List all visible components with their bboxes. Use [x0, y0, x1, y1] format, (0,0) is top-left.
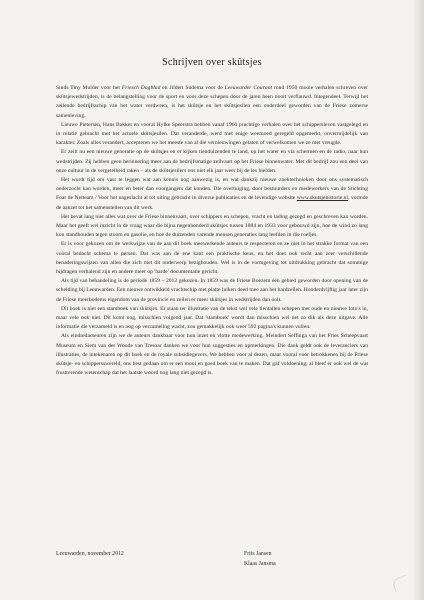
paragraph-9: Als eindredacteuren zijn we de auteurs dankbaar voor hun inzet en vlotte medewerking. Meindert Seffinga van het Fries Scheepvaart Museum en Siem van der Woude van Tresoar danken we voor hun suggesties en opmerkingen. Die dank geldt ook de leveranciers van illustraties, de intekenaren op dit boek en de royale subsidiegevers. We hebben voor al dezen, maar vooral voor betrokkenen bij de Friese skûtsje- en schippersswereld, ons best gedaan om er een mooi en goed boek van te maken. Dat gaf voldoening, al bleef er ook wel de wat frustrerende wetenschap dat het laatste woord nog lang niet gezegd is. — [56, 333, 368, 377]
website-link[interactable]: www.skutsjehistorie.nl — [296, 195, 348, 202]
paragraph-1-part-a: Sinds Tiny Mulder voor het — [56, 85, 122, 91]
page-title: Schrijven over skûtsjes — [162, 57, 262, 68]
paragraph-4-part-a: Het wordt tijd om vast te leggen wat aan kennis nog aanwezig is, en wat dankzij nieuwe zoektechnieken door ons systematisch onderzocht kan worden, meer en beter dan voorgangers dat konden. Die overtuiging, door bestuurders en medewerkers van de Stichting Foar de Neiteam / Voor het nageslacht al tot uiting gebracht in diverse publicaties en de levendige website — [56, 177, 368, 202]
paragraph-1-part-c: rond 1950 mooie verhalen schreven over skûtsjewedstrijden, is de belangstelling voor de sport en voor deze schepen door de jaren heen nooit verflauwd. Integendeel. Terwijl het zeilende bedrijfsschip van het water verdween, is het skûtsje en het skûtsjesilen een onderdeel geworden van de Friese zomerse samenleving. — [56, 85, 368, 119]
newspaper-name-leeuwarder-courant: Leeuwarder Courant — [224, 85, 273, 91]
paragraph-3: Er zeilt nu een nieuwe generatie op de skûtsjes en er kijken tienduizenden te land, op het water en via schermen en de radio, naar hun wedstrijden. Zij hebben geen herinnering meer aan de bedrijfsmatige zeilvaart op het Friese binnenwater. Met dit bedrijf zou een deel van onze cultuur in de vergetelheid raken – als de skûtsjesilers ons niet elk jaar weer bij de les hielden. — [56, 149, 368, 174]
paragraph-8: Dit boek is niet een stamboek van skûtsjes. Er staan ter illustratie van de tekst wel vele tientallen schepen met oude en nieuwe foto's in, maar vele ook niet. Dit komt nog, misschien volgend jaar. Dat 'stamboek' wordt dan misschien wel net zo dik als deze uitgave. Alle informatie die verzameld is en nog op verzameling wacht, zou gemakkelijk ook weer 592 pagina's kunnen vullen. — [56, 305, 368, 331]
paragraph-1 — [56, 84, 368, 121]
paragraph-6: Er is voor gekozen om de werkwijze van de aan dit boek meewerkende auteurs te respecteren en ze niet in het strakke format van een vooral bedacht schema te persen. Dat was aan de ene kant een praktische keus, en het doet ook recht aan zeer verschillende benaderingswijzen van allen die zich met dit onderwerp bezighouden. Wel is in de vormgeving tot uitdrukking gebracht dat sommige bijdragen verhalend zijn en andere meer op 'harde' documentatie gericht. — [56, 241, 368, 276]
author-2: Klaas Jansma — [244, 560, 276, 567]
paragraph-1-part-b: en Jildert Sudema voor de — [160, 85, 225, 91]
paragraph-4 — [56, 176, 368, 213]
authors-block — [244, 550, 276, 569]
paragraph-4-part-b: , vormde de aanzet tot het samenstellen van dit werk. — [56, 195, 368, 211]
page-fold-shadow — [412, 0, 424, 600]
author-1: Frits Jansen — [244, 551, 272, 557]
paragraph-7: Als tijd van behandeling is de periode 1859 – 2012 gekozen. In 1859 was de Friese Boezem één gebied geworden door opening van de scheiding bij Leeuwarden. Een nieuwe ontwikkeld vrachtschip met platte luiken deed mee aan het hardzeilen. Honderdvijftig jaar later zijn de Friese meerbodems eigendom van de provincie en zeilen er meer skûtsjes in wedstrijden dan ooit. — [56, 278, 368, 303]
page-curl-mark — [391, 575, 410, 592]
place-date: Leeuwarden, november 2012 — [56, 551, 124, 557]
newspaper-name-friesch-dagblad: Friesch Dagblad — [121, 85, 161, 91]
paragraph-2: Lieuwe Pietersen, Hans Bakker en vooral Hylke Speerstra hebben vanaf 1960 prachtige verhalen over het schippersleven vastgelegd en in relatie gebracht met het actuele skûtsjesilen. Dat veranderde, werd met enige weemoed geregeld opgemerkt, onvermijdelijk van karakter. Zoals alles verandert, accepteren we het meeste van al die vernieuwingen gelaten of verwelkomen we ze met vreugde. — [56, 121, 368, 147]
body-text — [56, 84, 368, 379]
paragraph-5: Het bevat lang niet alles wat over de Friese binnenvaart, over schippers en schepen, vracht en lading gezegd en geschreven kan worden. Maar het geeft wel inzicht in de vraag waar die bijna negenhonderd skûtsjes tussen 1884 en 1933 voor gebouwd zijn, hoe de wind zo lang kon standhouden tegen stoom en gasolie, en hoe de duizenden varende mensen generaties lang leefden in die roefjes. — [56, 213, 368, 239]
